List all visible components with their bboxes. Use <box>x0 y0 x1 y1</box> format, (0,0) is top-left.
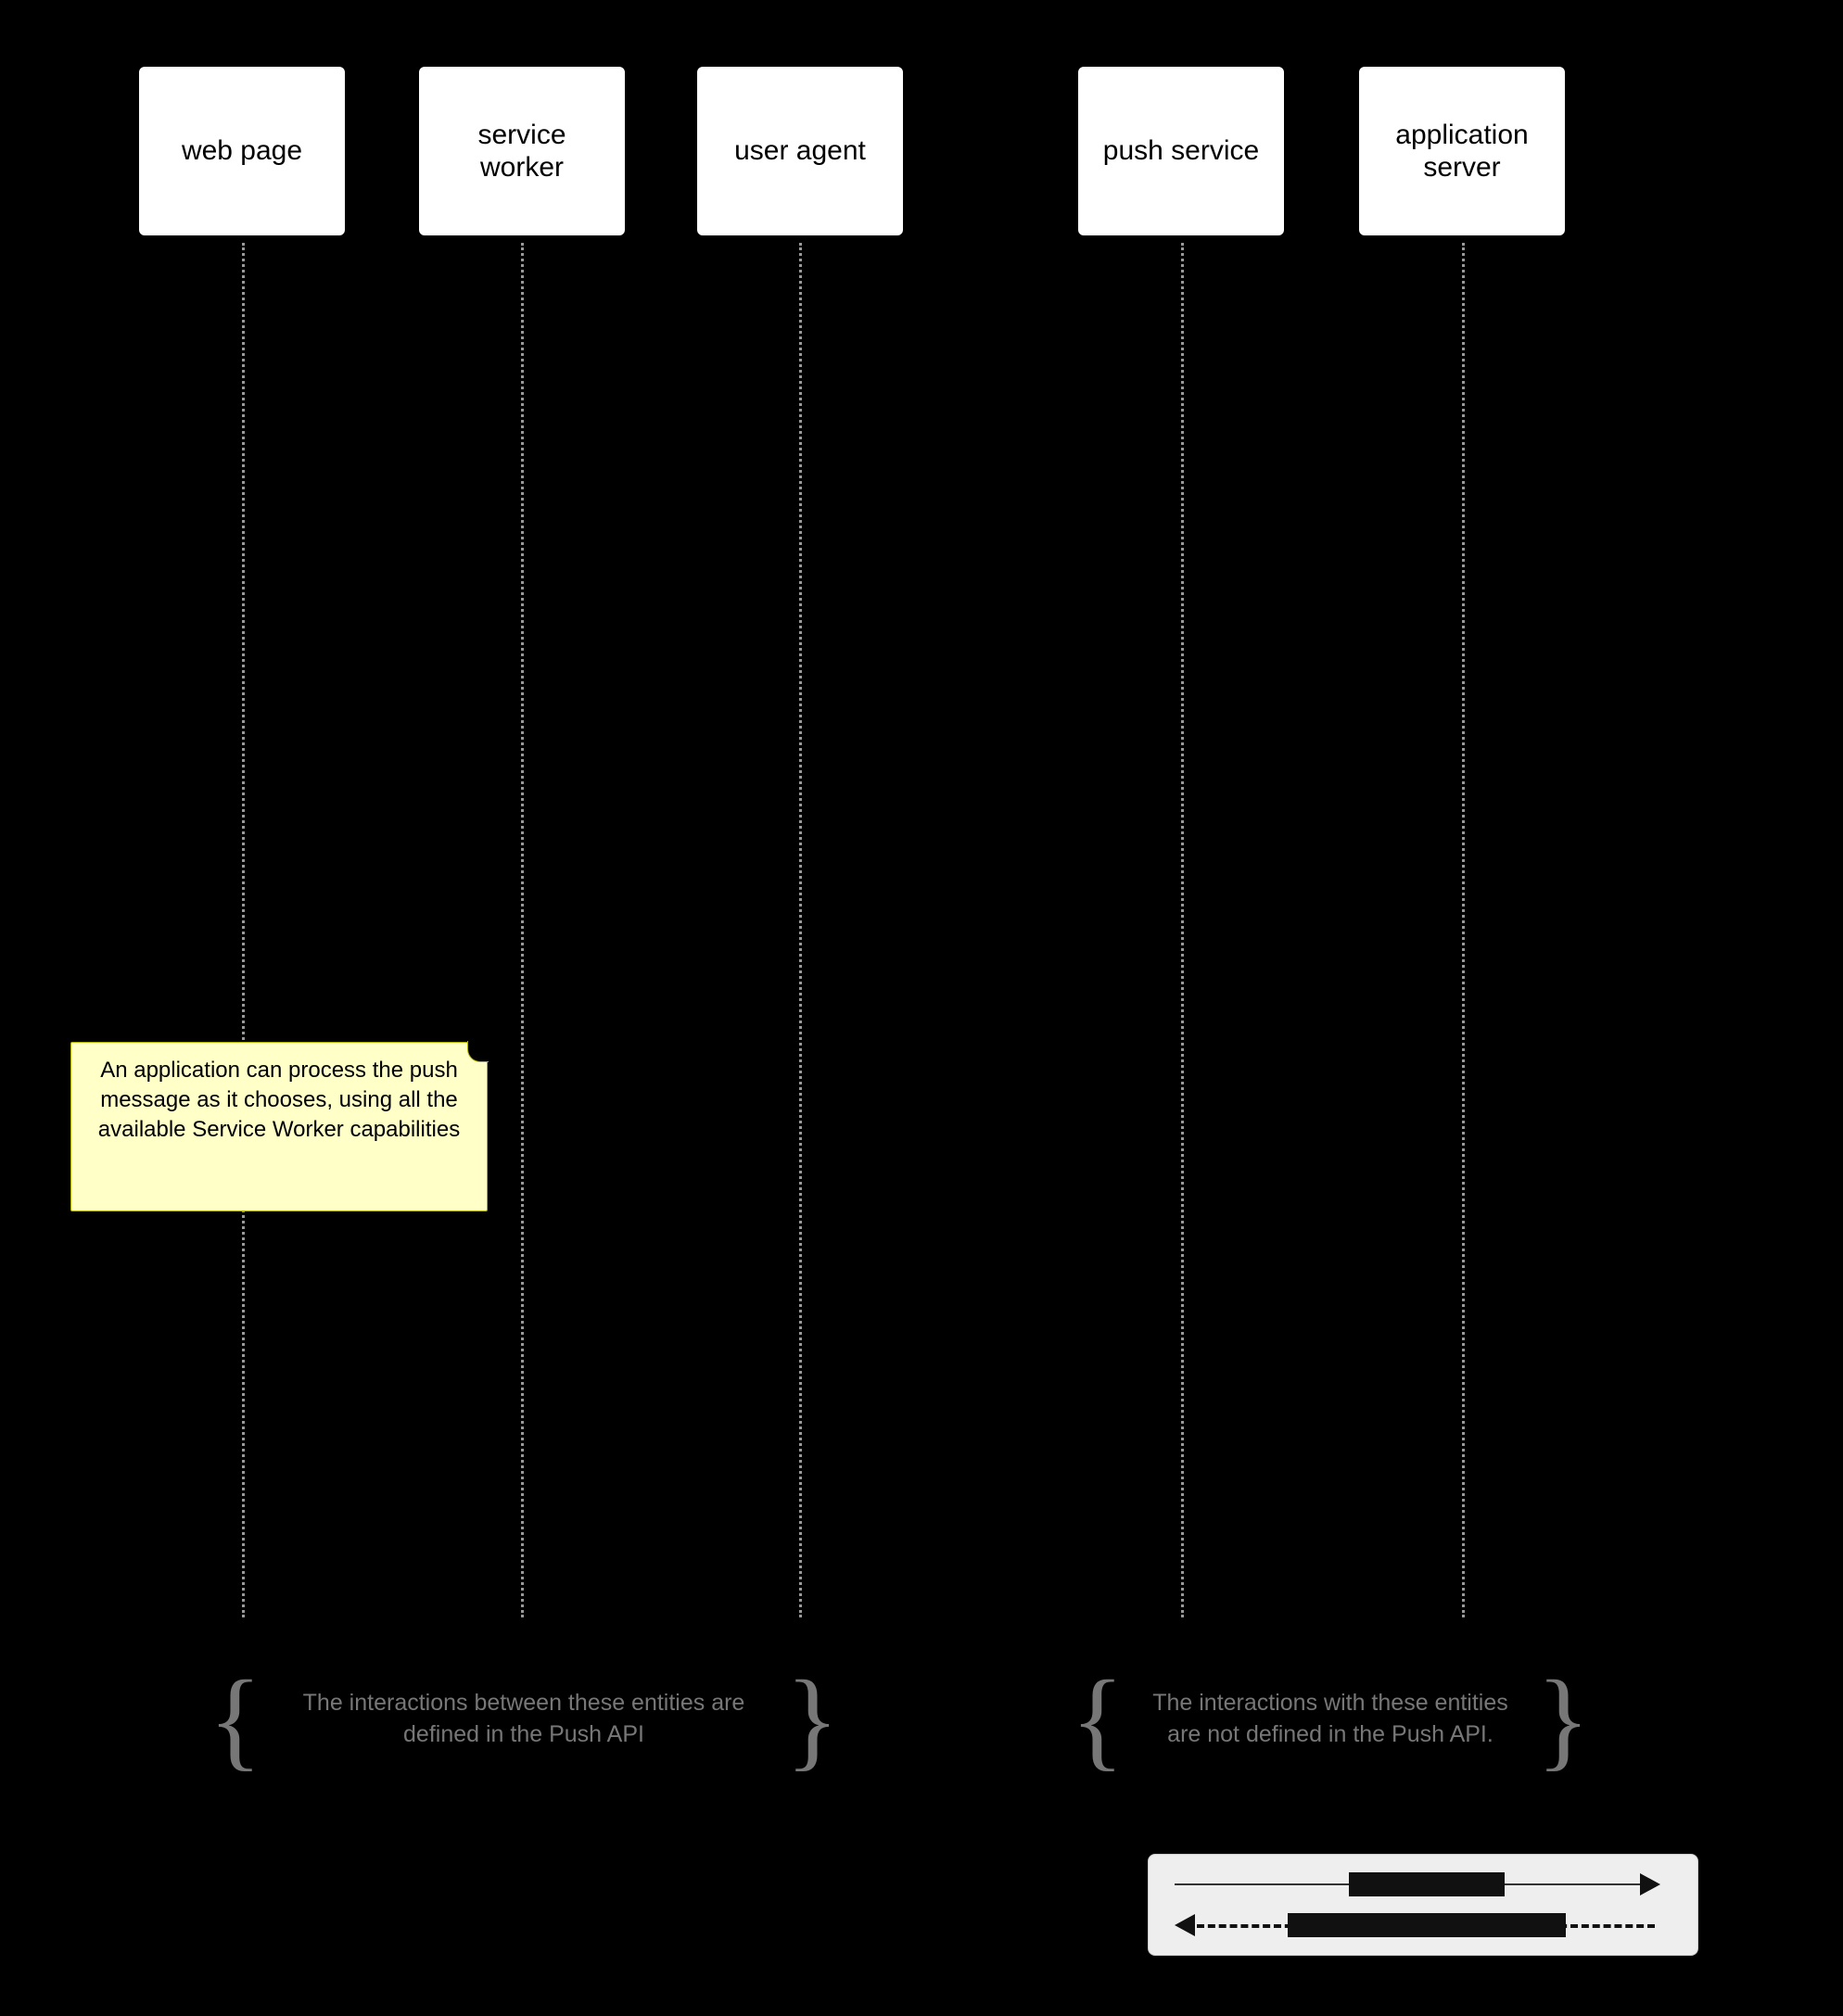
participant-label-push-service: push service <box>1102 135 1260 167</box>
participant-push-service[interactable] <box>1078 67 1284 235</box>
participant-web-page[interactable] <box>139 67 345 235</box>
lifeline-application-server <box>1462 243 1465 1617</box>
participant-label-user-agent: user agent <box>734 135 866 167</box>
brace-right-icon: } <box>785 1657 839 1781</box>
lifeline-service-worker <box>521 243 524 1617</box>
lifeline-push-service <box>1181 243 1184 1617</box>
legend-row-response <box>1149 1907 1697 1944</box>
legend-row-request <box>1149 1866 1697 1903</box>
group-push-api-undefined <box>1071 1645 1590 1794</box>
brace-left-icon: { <box>1071 1657 1125 1781</box>
legend-box <box>1148 1854 1698 1956</box>
note-text: An application can process the push message as it chooses, using all the available Service Worker capabilities <box>97 1058 461 1142</box>
lifeline-user-agent <box>799 243 802 1617</box>
participant-service-worker[interactable] <box>419 67 625 235</box>
participant-label-service-worker: service worker <box>477 119 566 183</box>
legend-response-bar <box>1288 1913 1566 1937</box>
legend-request-arrowhead-icon <box>1640 1873 1660 1896</box>
legend-response-arrowhead-icon <box>1175 1914 1195 1936</box>
note-fold-corner-icon <box>467 1041 489 1062</box>
participant-label-web-page: web page <box>181 135 303 167</box>
brace-left-icon: { <box>209 1657 262 1781</box>
legend-request-bar <box>1349 1872 1505 1896</box>
group-push-api-defined <box>209 1645 839 1794</box>
note-service-worker-capabilities <box>70 1042 488 1211</box>
participant-user-agent[interactable] <box>697 67 903 235</box>
participant-application-server[interactable] <box>1359 67 1565 235</box>
group-caption-push-api-defined: The interactions between these entities are defined in the Push API <box>302 1690 745 1747</box>
group-caption-push-api-undefined: The interactions with these entities are not defined in the Push API. <box>1152 1690 1508 1747</box>
brace-right-icon: } <box>1536 1657 1590 1781</box>
participant-label-application-server: application server <box>1395 119 1529 183</box>
lifeline-web-page <box>242 243 245 1617</box>
